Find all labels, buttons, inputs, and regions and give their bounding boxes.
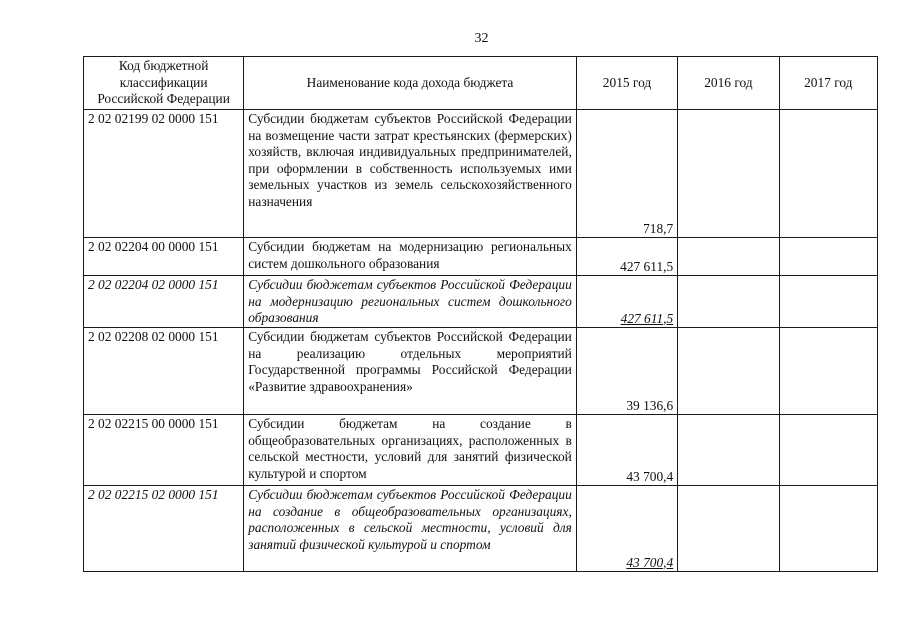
row-code: 2 02 02204 02 0000 151 (84, 276, 244, 328)
table-row (84, 328, 878, 415)
row-amount-2016 (678, 415, 779, 486)
budget-revenue-table (83, 56, 878, 572)
table-row (84, 238, 878, 276)
row-code: 2 02 02215 02 0000 151 (84, 486, 244, 572)
row-code: 2 02 02208 02 0000 151 (84, 328, 244, 415)
table-header-row (84, 57, 878, 110)
header-name: Наименование кода дохода бюджета (244, 57, 577, 110)
row-amount-2015: 427 611,5 (576, 238, 677, 276)
row-amount-2016 (678, 486, 779, 572)
row-amount-2015: 39 136,6 (576, 328, 677, 415)
row-amount-2016 (678, 110, 779, 238)
table-row (84, 110, 878, 238)
row-name: Субсидии бюджетам на создание в общеобразовательных организациях, расположенных в сельской местности, условий для занятий физической культурой и спортом (244, 415, 577, 486)
row-name: Субсидии бюджетам субъектов Российской Федерации на создание в общеобразовательных организациях, расположенных в сельской местности, условий для занятий физической культурой и спортом (244, 486, 577, 572)
header-code: Код бюджетной классификации Российской Федерации (84, 57, 244, 110)
row-amount-2017 (779, 415, 877, 486)
page-number: 32 (474, 31, 489, 46)
row-amount-2015: 43 700,4 (576, 415, 677, 486)
row-amount-2016 (678, 276, 779, 328)
table-row (84, 415, 878, 486)
table-row (84, 276, 878, 328)
row-code: 2 02 02204 00 0000 151 (84, 238, 244, 276)
row-code: 2 02 02199 02 0000 151 (84, 110, 244, 238)
table-row (84, 486, 878, 572)
header-2016: 2016 год (678, 57, 779, 110)
row-name: Субсидии бюджетам субъектов Российской Федерации на реализацию отдельных мероприятий Государственной программы Российской Федерации «Развитие здравоохранения» (244, 328, 577, 415)
row-amount-2016 (678, 238, 779, 276)
row-amount-2017 (779, 238, 877, 276)
row-amount-2015: 43 700,4 (576, 486, 677, 572)
row-amount-2017 (779, 328, 877, 415)
row-amount-2016 (678, 328, 779, 415)
row-amount-2017 (779, 486, 877, 572)
row-name: Субсидии бюджетам субъектов Российской Федерации на возмещение части затрат крестьянских (фермерских) хозяйств, включая индивидуальных предпринимателей, при оформлении в собственность используемых ими земельных участков из земель сельскохозяйственного назначения (244, 110, 577, 238)
row-name: Субсидии бюджетам на модернизацию региональных систем дошкольного образования (244, 238, 577, 276)
row-amount-2015: 427 611,5 (576, 276, 677, 328)
header-2015: 2015 год (576, 57, 677, 110)
row-name: Субсидии бюджетам субъектов Российской Федерации на модернизацию региональных систем дошкольного образования (244, 276, 577, 328)
row-amount-2015: 718,7 (576, 110, 677, 238)
header-2017: 2017 год (779, 57, 877, 110)
row-amount-2017 (779, 276, 877, 328)
row-code: 2 02 02215 00 0000 151 (84, 415, 244, 486)
row-amount-2017 (779, 110, 877, 238)
